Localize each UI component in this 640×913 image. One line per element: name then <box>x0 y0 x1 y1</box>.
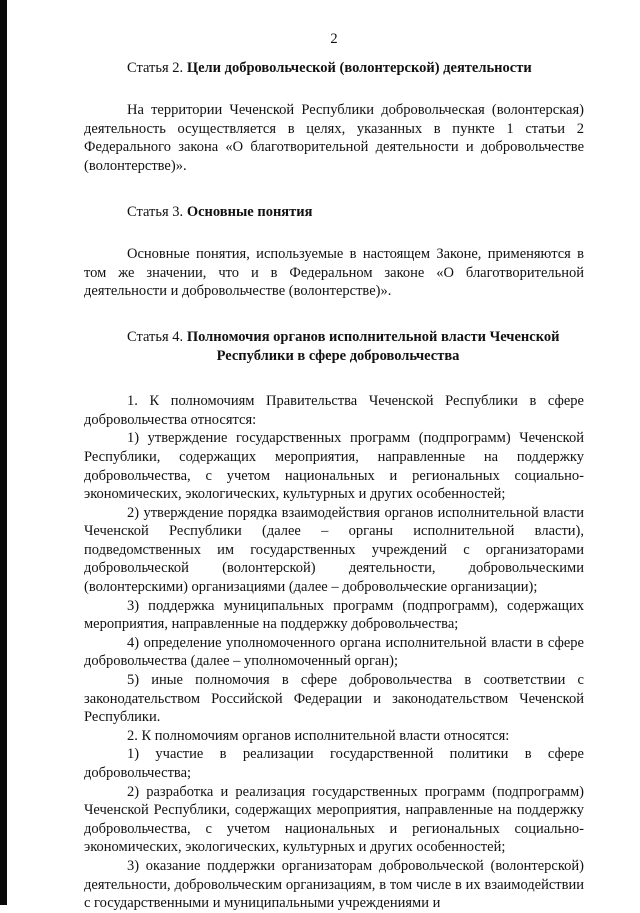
article-3-heading <box>84 203 584 222</box>
article-2-title: Цели добровольческой (волонтерской) деятельности <box>186 59 532 76</box>
article-4-paragraph: 1) участие в реализации государственной политики в сфере добровольчества; <box>84 746 584 781</box>
article-4-prefix: Статья 4. <box>127 328 184 345</box>
article-2-prefix: Статья 2. <box>127 59 184 76</box>
article-3-title: Основные понятия <box>186 203 313 220</box>
article-4-paragraph: 2) разработка и реализация государственных программ (подпрограмм) Чеченской Республики, содержащих мероприятия, направленные на поддержку добровольчества, с учетом национальных и региональных социально-экономических, экологических, культурных и других особенностей; <box>84 783 584 856</box>
article-4-paragraph: 3) оказание поддержки организаторам добровольческой (волонтерской) деятельности, добровольческим организациям, в том числе в их взаимодействии с государственными и муниципальными учреждениями и <box>84 857 584 912</box>
article-4-heading <box>84 328 584 347</box>
page-number: 2 <box>330 31 338 47</box>
scan-left-edge <box>0 0 7 905</box>
article-4-paragraph: 1. К полномочиям Правительства Чеченской Республики в сфере добровольчества относятся: <box>84 393 584 428</box>
article-3-prefix: Статья 3. <box>127 203 184 220</box>
article-4-heading-line2 <box>84 347 584 366</box>
article-4-paragraph: 2. К полномочиям органов исполнительной власти относятся: <box>127 727 510 744</box>
article-4-paragraph: 2) утверждение порядка взаимодействия органов исполнительной власти Чеченской Республики (далее – органы исполнительной власти), подведомственных им государственных учреждений с организаторами добровольческой (волонтерской) деятельности, добровольческими (волонтерскими) организациями (далее – добровольческие организации); <box>84 504 584 596</box>
article-2-heading <box>84 59 584 78</box>
article-4-title-line1: Полномочия органов исполнительной власти Чеченской <box>186 328 560 345</box>
document-page <box>84 30 584 913</box>
article-3-text: Основные понятия, используемые в настоящем Законе, применяются в том же значении, что и в Федеральном законе «О благотворительной деятельности и добровольчестве (волонтерстве)». <box>84 246 584 300</box>
article-4-paragraph: 1) утверждение государственных программ (подпрограмм) Чеченской Республики, содержащих мероприятия, направленные на поддержку добровольчества, с учетом национальных и региональных социально-экономических, экологических, культурных и других особенностей; <box>84 430 584 503</box>
article-4-title-line2: Республики в сфере добровольчества <box>216 347 460 364</box>
article-4-paragraph: 5) иные полномочия в сфере добровольчества в соответствии с законодательством Российской Федерации и законодательством Чеченской Республики. <box>84 672 584 726</box>
article-2-text: На территории Чеченской Республики добровольческая (волонтерская) деятельность осуществляется в целях, указанных в пункте 1 статьи 2 Федерального закона «О благотворительной деятельности и добровольчестве (волонтерстве)». <box>84 102 584 174</box>
article-4-paragraph: 4) определение уполномоченного органа исполнительной власти в сфере добровольчества (далее – уполномоченный орган); <box>84 634 584 670</box>
article-4-paragraph: 3) поддержка муниципальных программ (подпрограмм), содержащих мероприятия, направленные на поддержку добровольчества; <box>84 597 584 633</box>
